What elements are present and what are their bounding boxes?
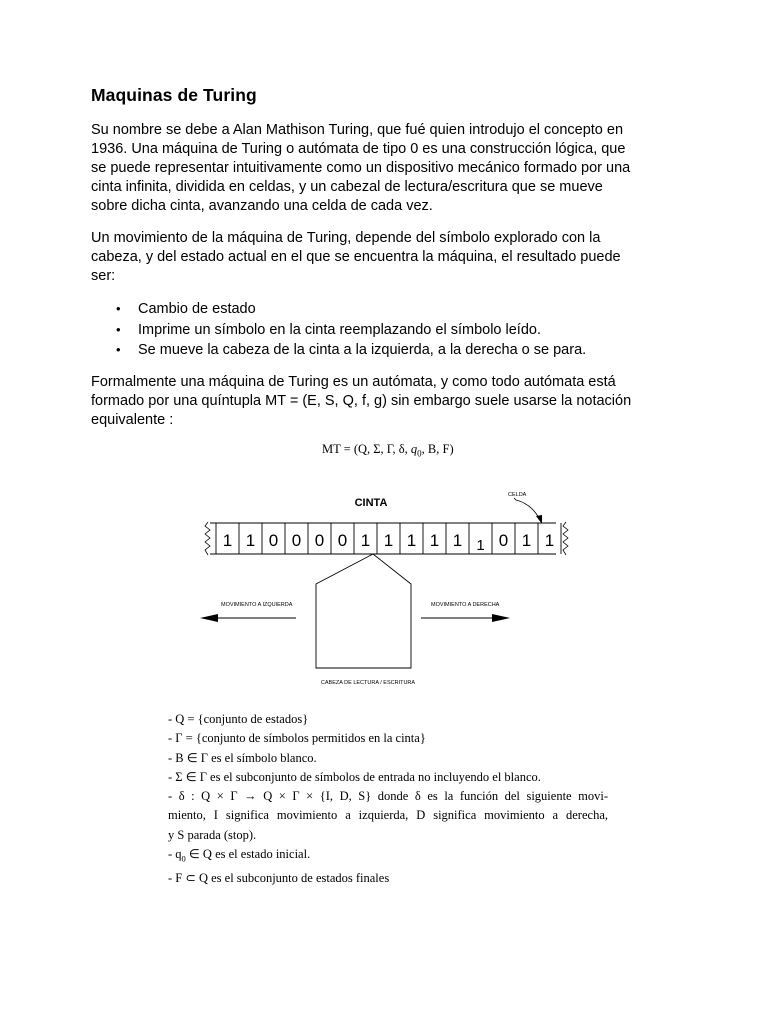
definition-line: - F ⊂ Q es el subconjunto de estados finales [168,870,390,885]
tape-cell-symbol: 1 [222,531,233,550]
tape-cell-symbol: 0 [314,531,325,550]
right-arrow-icon [492,614,510,622]
tape-cell-symbol: 1 [360,531,371,550]
paragraph-intro [91,121,691,216]
tape-cell-symbol: 1 [521,531,532,550]
tape-cell-symbol: 1 [476,537,485,554]
list-item [91,299,586,320]
tape-cell-symbol: 0 [337,531,348,550]
list-item [91,340,586,361]
paragraph-line: 1936. Una máquina de Turing o autómata de tipo 0 es una construcción lógica, que [91,141,626,157]
turing-machine-diagram [196,486,586,691]
tape-cell-symbol: 0 [291,531,302,550]
formula-mt [322,442,454,459]
cell-pointer-line [514,498,540,520]
read-write-head [316,554,411,668]
paragraph-line: ser: [91,268,116,284]
definitions-list [168,710,608,888]
list-item-text: Se mueve la cabeza de la cinta a la izquierda, a la derecha o se para. [138,342,587,358]
tape-left-break-icon [205,522,210,555]
paragraph-line: Su nombre se debe a Alan Mathison Turing, que fué quien introdujo el concepto en [91,122,624,138]
formula-subscript: 0 [417,448,422,459]
bullet-icon: • [116,342,121,357]
tape-right-break-icon [563,522,568,555]
tape-cell-symbol: 1 [452,531,463,550]
definition-line: - Q = {conjunto de estados} [168,712,309,726]
bullet-icon: • [116,301,121,316]
list-item [91,320,586,341]
definition-line: - Γ = {conjunto de símbolos permitidos en la cinta} [168,731,426,746]
definition-prefix: - q [168,847,182,862]
paragraph-line: formado por una quíntupla MT = (E, S, Q, f, g) sin embargo suele usarse la notación [91,393,632,409]
bullet-icon: • [116,321,121,337]
paragraph-line: Un movimiento de la máquina de Turing, depende del símbolo explorado con la [91,230,601,246]
formula-prefix: MT = (Q, Σ, Γ, δ, [322,442,411,456]
page-title: Maquinas de Turing [91,85,257,105]
list-item-text: Imprime un símbolo en la cinta reemplazando el símbolo leído. [138,321,541,338]
list-item-text: Cambio de estado [138,301,256,317]
paragraph-line: cinta infinita, dividida en celdas, y un cabezal de lectura/escritura que se mueve [91,179,603,195]
paragraph-line: se puede representar intuitivamente como un dispositivo mecánico formado por una [91,160,631,176]
left-move-label: MOVIMIENTO A IZQUIERDA [221,602,293,608]
tape [205,522,568,555]
tape-cell-symbol: 0 [498,531,509,550]
paragraph-line: Formalmente una máquina de Turing es un autómata, y como todo autómata está [91,374,616,390]
paragraph-line: cabeza, y del estado actual en el que se encuentra la máquina, el resultado puede [91,249,621,265]
tape-cell-symbol: 1 [245,531,256,550]
right-move-label: MOVIMIENTO A DERECHA [431,602,500,608]
definition-text: ∈ Q es el estado inicial. [185,847,311,862]
paragraph-formal [91,373,691,430]
definition-line: - Σ ∈ Γ es el subconjunto de símbolos de entrada no incluyendo el blanco. [168,769,541,784]
tape-cell-symbol: 1 [429,531,440,550]
head-label: CABEZA DE LECTURA / ESCRITURA [320,680,416,686]
definition-line: miento, I significa movimiento a izquierda, D significa movimiento a derecha, [168,808,608,823]
tape-cell-symbol: 1 [383,531,394,550]
tape-title: CINTA [354,497,388,509]
definition-subscript: 0 [181,853,186,864]
formula-suffix: , B, F) [421,442,454,456]
paragraph-line: sobre dicha cinta, avanzando una celda de cada vez. [91,198,433,214]
left-arrow-icon [200,614,218,622]
definition-line [168,845,608,869]
definition-line: - δ : Q × Γ → Q × Γ × {I, D, S} donde δ es la función del siguiente movi- [168,789,608,804]
tape-cell-symbol: 1 [406,531,417,550]
paragraph-line: equivalente : [91,412,174,428]
paragraph-movement [91,229,691,286]
bullet-list [91,299,586,361]
definition-line: - B ∈ Γ es el símbolo blanco. [168,750,317,765]
definition-line: y S parada (stop). [168,827,257,842]
tape-cell-symbol: 1 [544,531,555,550]
cell-label: CELDA [508,492,527,498]
formula-q: q [410,442,418,456]
tape-cell-symbol: 0 [268,531,279,550]
